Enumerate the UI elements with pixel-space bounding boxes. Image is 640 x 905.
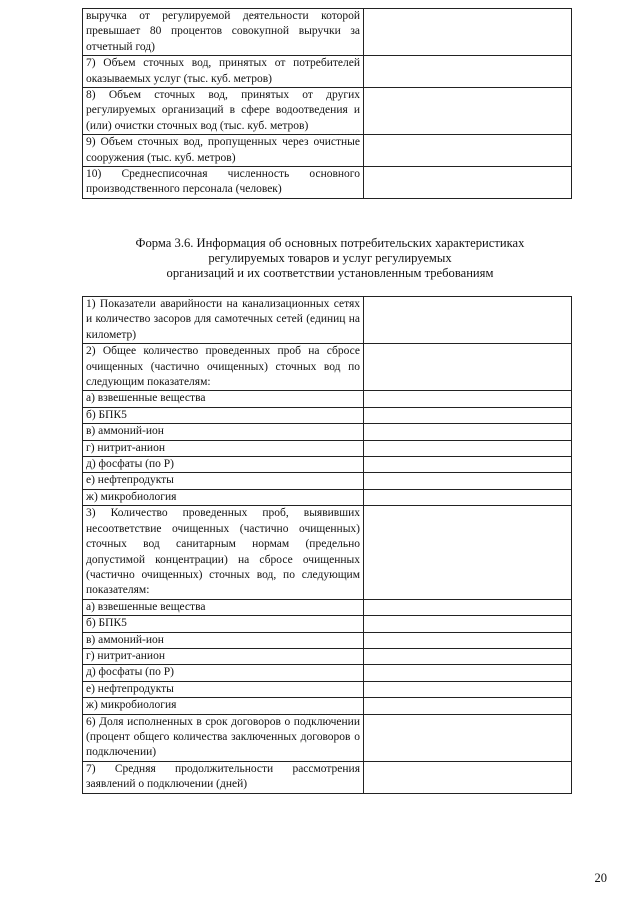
row-label: 7) Объем сточных вод, принятых от потребителей оказываемых услуг (тыс. куб. метров) <box>83 56 364 88</box>
row-label: д) фосфаты (по Р) <box>83 457 364 473</box>
table-row <box>83 391 572 407</box>
row-value-cell[interactable] <box>364 344 572 391</box>
table-row <box>83 648 572 664</box>
table-row <box>83 457 572 473</box>
row-label: 1) Показатели аварийности на канализационных сетях и количество засоров для самотечных сетей (единиц на километр) <box>83 297 364 344</box>
table-row <box>83 489 572 505</box>
row-value-cell[interactable] <box>364 56 572 88</box>
table-row <box>83 599 572 615</box>
row-label: б) БПК5 <box>83 407 364 423</box>
table-row <box>83 506 572 599</box>
table-row <box>83 665 572 681</box>
row-label: д) фосфаты (по Р) <box>83 665 364 681</box>
row-value-cell[interactable] <box>364 616 572 632</box>
row-value-cell[interactable] <box>364 440 572 456</box>
form-heading-line2: регулируемых товаров и услуг регулируемых <box>208 251 452 265</box>
row-label: в) аммоний-ион <box>83 424 364 440</box>
row-value-cell[interactable] <box>364 648 572 664</box>
table-row <box>83 714 572 761</box>
row-value-cell[interactable] <box>364 665 572 681</box>
table-row <box>83 424 572 440</box>
table-row <box>83 698 572 714</box>
table-top-body <box>83 9 572 199</box>
row-value-cell[interactable] <box>364 135 572 167</box>
row-label: 9) Объем сточных вод, пропущенных через очистные сооружения (тыс. куб. метров) <box>83 135 364 167</box>
table-row <box>83 88 572 135</box>
row-label: 3) Количество проведенных проб, выявивших несоответствие очищенных (частично очищенных) сточных вод санитарным нормам (предельно допустимой концентрации) на сбросе очищенных (частично очищенных) сточных вод, по следующим показателям: <box>83 506 364 599</box>
row-label: б) БПК5 <box>83 616 364 632</box>
row-label: г) нитрит-анион <box>83 648 364 664</box>
table-form-3-5-continued <box>82 8 572 199</box>
row-label: а) взвешенные вещества <box>83 599 364 615</box>
table-row <box>83 135 572 167</box>
table-row <box>83 616 572 632</box>
table-row <box>83 56 572 88</box>
row-label: выручка от регулируемой деятельности которой превышает 80 процентов совокупной выручки за отчетный год) <box>83 9 364 56</box>
row-value-cell[interactable] <box>364 457 572 473</box>
row-label: 7) Средняя продолжительности рассмотрения заявлений о подключении (дней) <box>83 761 364 793</box>
row-label: 2) Общее количество проведенных проб на сбросе очищенных (частично очищенных) сточных вод по следующим показателям: <box>83 344 364 391</box>
row-value-cell[interactable] <box>364 167 572 199</box>
table-row <box>83 407 572 423</box>
table-row <box>83 761 572 793</box>
row-label: е) нефтепродукты <box>83 681 364 697</box>
row-value-cell[interactable] <box>364 506 572 599</box>
row-label: а) взвешенные вещества <box>83 391 364 407</box>
row-value-cell[interactable] <box>364 698 572 714</box>
row-value-cell[interactable] <box>364 681 572 697</box>
row-value-cell[interactable] <box>364 632 572 648</box>
row-label: ж) микробиология <box>83 489 364 505</box>
row-value-cell[interactable] <box>364 599 572 615</box>
row-value-cell[interactable] <box>364 761 572 793</box>
row-label: ж) микробиология <box>83 698 364 714</box>
table-form-3-6 <box>82 296 572 794</box>
row-label: 8) Объем сточных вод, принятых от других регулируемых организаций в сфере водоотведения и (или) очистки сточных вод (тыс. куб. метров) <box>83 88 364 135</box>
table-row <box>83 9 572 56</box>
table-row <box>83 167 572 199</box>
row-value-cell[interactable] <box>364 297 572 344</box>
row-value-cell[interactable] <box>364 489 572 505</box>
row-value-cell[interactable] <box>364 714 572 761</box>
row-label: в) аммоний-ион <box>83 632 364 648</box>
row-value-cell[interactable] <box>364 407 572 423</box>
row-value-cell[interactable] <box>364 473 572 489</box>
row-label: 10) Среднесписочная численность основного производственного персонала (человек) <box>83 167 364 199</box>
form-heading-line1: Форма 3.6. Информация об основных потребительских характеристиках <box>135 236 525 250</box>
form-heading-line3: организаций и их соответствии установленным требованиям <box>166 266 494 280</box>
table-row <box>83 632 572 648</box>
table-row <box>83 344 572 391</box>
row-value-cell[interactable] <box>364 424 572 440</box>
table-bottom-body <box>83 297 572 794</box>
table-row <box>83 681 572 697</box>
page-number: 20 <box>594 871 607 885</box>
row-label: е) нефтепродукты <box>83 473 364 489</box>
row-value-cell[interactable] <box>364 9 572 56</box>
row-label: 6) Доля исполненных в срок договоров о подключении (процент общего количества заключенных договоров о подключении) <box>83 714 364 761</box>
table-row <box>83 440 572 456</box>
row-value-cell[interactable] <box>364 391 572 407</box>
table-row <box>83 297 572 344</box>
row-value-cell[interactable] <box>364 88 572 135</box>
form-heading <box>60 236 600 281</box>
row-label: г) нитрит-анион <box>83 440 364 456</box>
table-row <box>83 473 572 489</box>
